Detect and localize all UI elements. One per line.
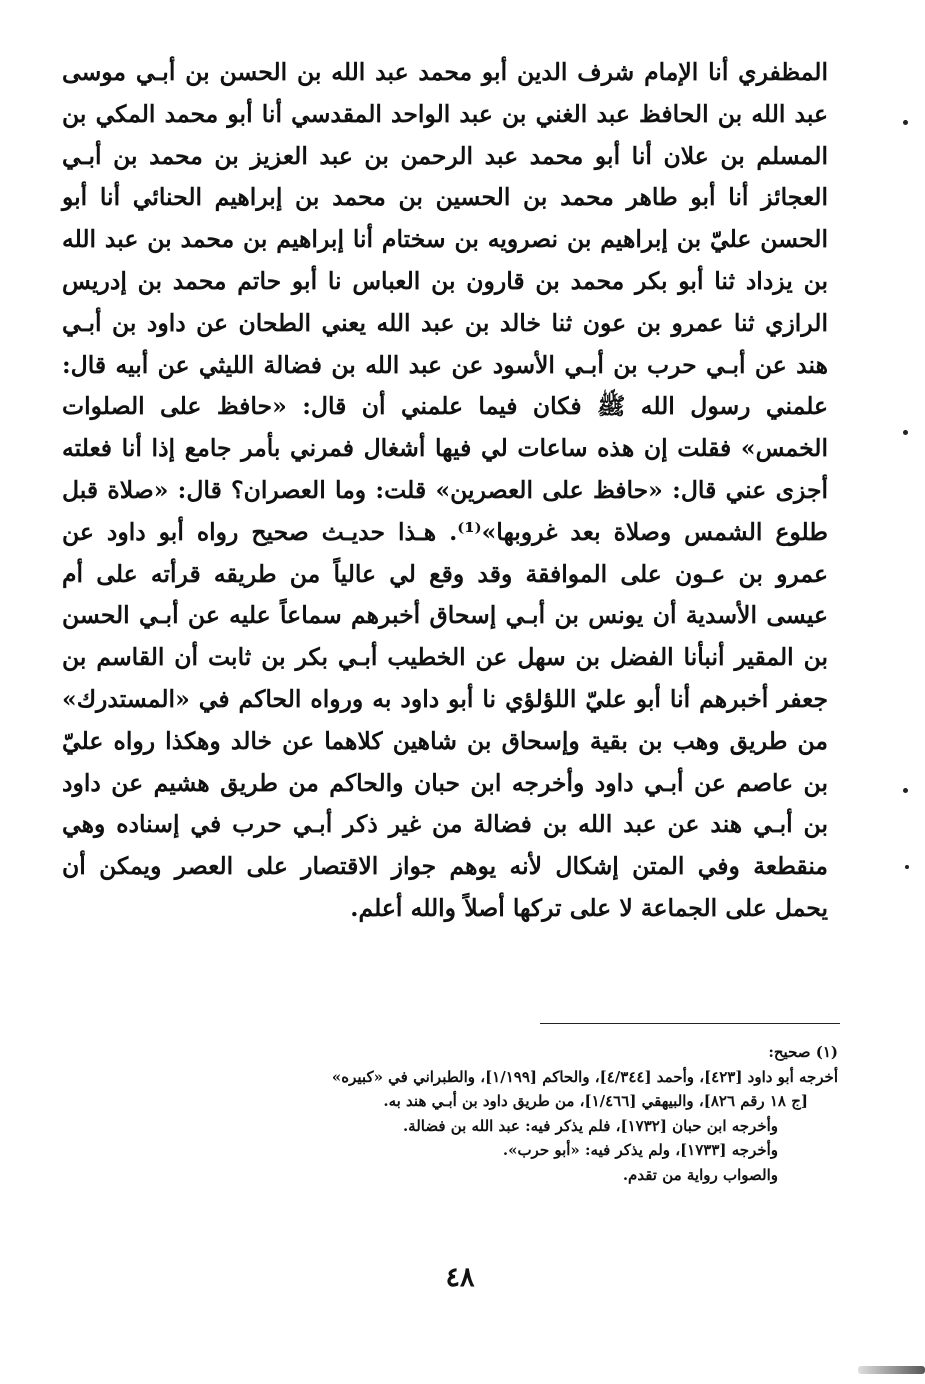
footnote-line: والصواب رواية من تقدم.: [622, 1165, 778, 1184]
footnotes-block: [70, 1040, 838, 1187]
footnote-line: أخرجه أبو داود [٤٢٣]، وأحمد [٤/٣٤٤]، والحاكم [١/١٩٩]، والطبراني في «كبيره»: [331, 1067, 838, 1086]
footnote-line: وأخرجه [١٧٣٣]، ولم يذكر فيه: «أبو حرب».: [502, 1141, 778, 1159]
footnote-separator: [540, 1023, 840, 1024]
main-paragraph: المظفري أنا الإمام شرف الدين أبو محمد عبد الله بن الحسن بن أبـي موسى عبد الله بن الحافظ عبد الغني بن عبد الواحد المقدسي أنا أبو محمد المكي بن المسلم بن علان أنا أبو محمد عبد الرحمن بن عبد العزيز بن محمد بن أبـي العجائز أنا أبو طاهر محمد بن الحسين بن محمد بن إبراهيم الحنائي أنا أبو الحسن عليّ بن إبراهيم بن نصرويه بن سختام أنا إبراهيم بن محمد بن عبد الله بن يزداد ثنا أبو بكر محمد بن قارون بن العباس نا أبو حاتم محمد بن إدريس الرازي ثنا عمرو بن عون ثنا خالد بن عبد الله يعني الطحان عن داود بن أبـي هند عن أبـي حرب بن أبـي الأسود عن عبد الله بن فضالة الليثي عن أبيه قال: علمني رسول الله ﷺ فكان فيما علمني أن قال: «حافظ على الصلوات الخمس» فقلت إن هذه ساعات لي فيها أشغال فمرني بأمر جامع إذا أنا فعلته أجزى عني قال: «حافظ على العصرين» قلت: وما العصران؟ قال: «صلاة قبل طلوع الشمس وصلاة بعد غروبها»⁽¹⁾. هـذا حديـث صحيح رواه أبو داود عن عمرو بن عـون على الموافقة وقد وقع لي عالياً من طريقه قرأته على أم عيسى الأسدية أن يونس بن أبـي إسحاق أخبرهم سماعاً عليه عن أبـي الحسن بن المقير أنبأنا الفضل بن سهل عن الخطيب أبـي بكر بن ثابت أن القاسم بن جعفر أخبرهم أنا أبو عليّ اللؤلؤي نا أبو داود به ورواه الحاكم في «المستدرك» من طريق وهب بن بقية وإسحاق بن شاهين كلاهما عن خالد وهكذا رواه عليّ بن عاصم عن أبـي داود وأخرجه ابن حبان والحاكم من طريق هشيم عن داود بن أبـي هند عن عبد الله بن فضالة من غير ذكر أبـي حرب في إسناده وهي منقطعة وفي المتن إشكال لأنه يوهم جواز الاقتصار على العصر ويمكن أن يحمل على الجماعة لا على تركها أصلاً والله أعلم.: [62, 58, 828, 922]
footnote-line: [ج ١٨ رقم ٨٢٦]، والبيهقي [١/٤٦٦]، من طريق داود بن أبـي هند به.: [383, 1092, 808, 1110]
scan-mark: [905, 865, 909, 869]
footnote-line: (١) صحيح:: [768, 1043, 838, 1061]
scan-mark: [903, 788, 908, 793]
scan-mark: [903, 430, 908, 435]
page-number: ٤٨: [445, 1262, 475, 1293]
main-text-block: [62, 52, 828, 930]
footnote-line: وأخرجه ابن حبان [١٧٣٢]، فلم يذكر فيه: عبد الله بن فضالة.: [402, 1116, 778, 1135]
scan-smudge: [858, 1366, 925, 1374]
scan-mark: [903, 120, 908, 125]
